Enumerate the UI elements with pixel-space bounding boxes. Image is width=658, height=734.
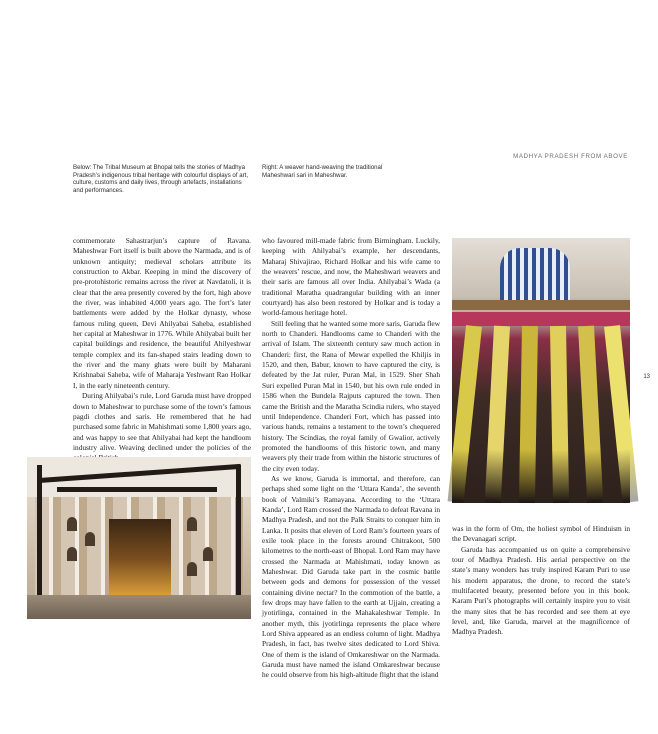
paragraph: Garuda has accompanied us on quite a comprehensive tour of Madhya Pradesh. His aerial perspective on the state’s many wonders has truly inspired Karam Puri to use his modern apparatus, the drone, to record the state’s multifaceted beauty, presented before you in this book. Karam Puri’s photographs will certainly inspire you to visit the many sites that he has recorded and see them at eye level, and, like Garuda, marvel at the magnificence of Madhya Pradesh.: [452, 544, 630, 637]
page-number: 13: [643, 374, 650, 380]
weaver-loom-photo: [452, 238, 630, 503]
caption-museum: Below: The Tribal Museum at Bhopal tells the stories of Madhya Pradesh’s indigenous tribal heritage with colourful displays of art, culture, customs and daily lives, through artefacts, installations and performances.: [73, 164, 249, 195]
text-column-3: [452, 524, 630, 637]
caption-weaver: Right: A weaver hand-weaving the traditional Maheshwari sari in Maheshwar.: [262, 164, 383, 179]
text-column-1: [73, 236, 251, 452]
paragraph: As we know, Garuda is immortal, and therefore, can perhaps shed some light on the ‘Uttara Kanda’, the seventh book of Valmiki’s Ramayana. According to the ‘Uttara Kanda’, Lord Ram crossed the Narmada to defeat Ravana in Madhya Pradesh, and not the Palk Straits to conquer him in Lanka. It posits that eleven of Lord Ram’s fourteen years of exile took place in the forests around Chitrakoot, 500 kilometres to the north-east of Bhopal. Lord Ram may have crossed the Narmada at Mahishmati, today known as Maheshwar. Did Garuda take part in the cosmic battle between gods and demons for possession of the vessel containing divine nectar? In the commotion of the battle, a few drops may have fallen to the earth at Ujjain, creating a jyotirlinga, contained in the Mahakaleshwar Temple. In another myth, this jyotirlinga represents the place where Lord Shiva appeared as an endless column of light. Madhya Pradesh, in fact, has twelve sites dedicated to Lord Shiva. One of them is the island of Omkareshwar on the Narmada. Garuda must have named the island Omkareshwar because he could observe from his high-altitude flight that the island: [262, 473, 440, 680]
paragraph: commemorate Sahastrarjun’s capture of Ravana. Maheshwar Fort itself is built above the Narmada, and is of unknown antiquity; medieval scholars attribute its construction to Akbar. Keeping in mind the discovery of pre-protohistoric remains across the river at Navdatoli, it is clear that the area presently covered by the fort, high above the river, was inhabited 4,000 years ago. The fort’s later battlements were added by the Holkar dynasty, whose famous ruling queen, Devi Ahilyabai Saheba, established her capital at Maheshwar in 1776. While Ahilyabai built her capital buildings and residence, the beautiful Ahilyeshwar temple complex and its fan-shaped stairs leading down to the river and the many ghats were built by Maharani Krishnabai Saheba, wife of Maharaja Yeshwant Rao Holkar I, in the early nineteenth century.: [73, 236, 251, 390]
paragraph: Still feeling that he wanted some more saris, Garuda flew north to Chanderi. Handlooms came to Chanderi with the arrival of Islam. The sixteenth century saw much action in Chanderi: first, the Rana of Mewar expelled the Khiljis in 1520, and then, Babur, known to have captured the city, is defeated by the Jat ruler, Puran Mal, in 1529. Sher Shah Suri expelled Puran Mal in 1540, but his own rule ended in 1586 when the Bundela Rajputs captured the town. Then came the British and the Maratha Scindia rulers, who stayed until Independence. Chanderi Fort, which has passed into various hands, remains a testament to the town’s chequered history. The Scindias, the royal family of Gwalior, actively promoted the handlooms of this historic town, and many weavers ply their trade from within the historic structures of the city even today.: [262, 318, 440, 473]
paragraph: who favoured mill-made fabric from Birmingham. Luckily, keeping with Ahilyabai’s example, her descendants, Maharaj Shivajirao, Richard Holkar and his wife came to the weavers’ rescue, and now, the Maheshwari weavers and their saris are famous all over India. Ahilyabai’s Wada (a traditional Maratha quadrangular building with an inner courtyard) has also been restored by Holkar and is today a world-famous heritage hotel.: [262, 236, 440, 318]
paragraph: During Ahilyabai’s rule, Lord Garuda must have dropped down to Maheshwar to purchase some of the town’s famous pagdi clothes and saris. He remembered that he had purchased some fabric in Mahishmati some 1,800 years ago, and was happy to see that Ahilyabai had kept the handloom industry alive. Weaving declined under the policies of the: [73, 391, 251, 452]
running-head: MADHYA PRADESH FROM ABOVE: [513, 153, 628, 160]
paragraph: was in the form of Om, the holiest symbol of Hinduism in the Devanagari script.: [452, 524, 630, 544]
text-column-2: [262, 236, 440, 680]
tribal-museum-photo: [27, 457, 251, 619]
